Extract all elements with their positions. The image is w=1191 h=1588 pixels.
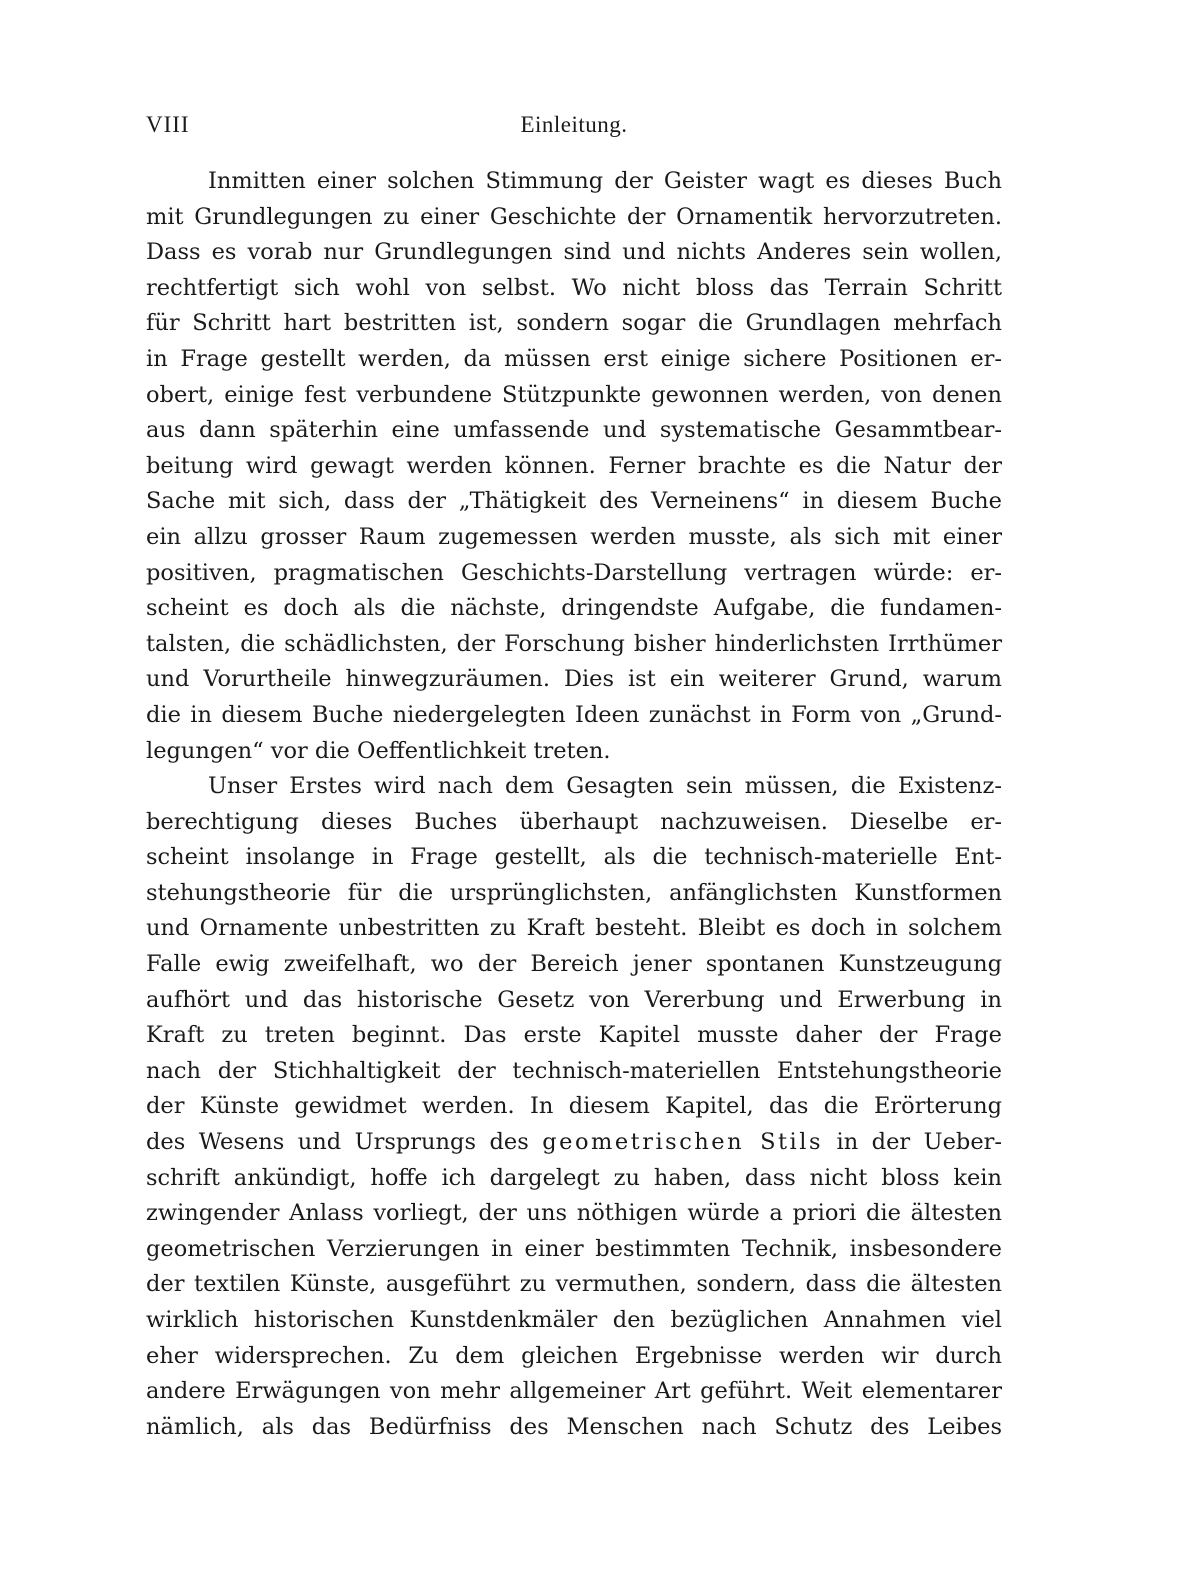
running-head-title: Einleitung. — [520, 112, 628, 137]
line-segment: des Wesens und Ursprungs des — [146, 1129, 543, 1156]
emphasized-term: geometrischen Stils — [542, 1129, 823, 1156]
text-line: die in diesem Buche niedergelegten Ideen zunächst in Form von „Grund- — [146, 701, 1002, 728]
paragraph-1 — [146, 164, 1002, 769]
text-line: Unser Erstes wird nach dem Gesagten sein müssen, die Existenz- — [208, 773, 1002, 800]
page-number: VIII — [146, 112, 190, 137]
book-page — [146, 0, 1002, 1588]
text-line: für Schritt hart bestritten ist, sondern sogar die Grundlagen mehrfach — [146, 310, 1002, 337]
text-line: zwingender Anlass vorliegt, der uns nöthigen würde a priori die ältesten — [146, 1200, 1002, 1227]
text-line: der textilen Künste, ausgeführt zu vermuthen, sondern, dass die ältesten — [146, 1271, 1002, 1298]
text-line: beitung wird gewagt werden können. Ferner brachte es die Natur der — [146, 452, 1002, 479]
text-line: wirklich historischen Kunstdenkmäler den bezüglichen Annahmen viel — [146, 1307, 1002, 1333]
text-line: Kraft zu treten beginnt. Das erste Kapitel musste daher der Frage — [146, 1022, 1002, 1049]
text-line: ein allzu grosser Raum zugemessen werden musste, als sich mit einer — [146, 523, 1002, 550]
body-text — [146, 164, 1002, 1445]
text-line: stehungstheorie für die ursprünglichsten, anfänglichsten Kunstformen — [146, 879, 1002, 906]
text-line-with-emphasis — [146, 1125, 1002, 1161]
text-line: obert, einige fest verbundene Stützpunkte gewonnen werden, von denen — [146, 381, 1002, 408]
text-line: mit Grundlegungen zu einer Geschichte der Ornamentik hervorzutreten. — [146, 203, 1002, 230]
text-line: in Frage gestellt werden, da müssen erst einige sichere Positionen er- — [146, 345, 1002, 372]
text-line: talsten, die schädlichsten, der Forschung bisher hinderlichsten Irrthümer — [146, 630, 1002, 657]
text-line: geometrischen Verzierungen in einer bestimmten Technik, insbesondere — [146, 1235, 1002, 1262]
line-segment: in der Ueber- — [823, 1129, 1002, 1156]
text-line: aus dann späterhin eine umfassende und systematische Gesammtbear- — [146, 417, 1002, 444]
paragraph-2 — [146, 769, 1002, 1445]
text-line: eher widersprechen. Zu dem gleichen Ergebnisse werden wir durch — [146, 1342, 1002, 1369]
text-line: Falle ewig zweifelhaft, wo der Bereich jener spontanen Kunstzeugung — [146, 951, 1002, 978]
text-line: berechtigung dieses Buches überhaupt nachzuweisen. Dieselbe er- — [146, 808, 1002, 835]
text-line: aufhört und das historische Gesetz von Vererbung und Erwerbung in — [146, 986, 1002, 1013]
text-line: rechtfertigt sich wohl von selbst. Wo nicht bloss das Terrain Schritt — [146, 274, 1002, 301]
text-line: positiven, pragmatischen Geschichts-Darstellung vertragen würde: er- — [146, 559, 1002, 586]
text-line: nach der Stichhaltigkeit der technisch-materiellen Entstehungstheorie — [146, 1057, 1002, 1084]
text-line: Dass es vorab nur Grundlegungen sind und nichts Anderes sein wollen, — [146, 239, 1002, 266]
text-line: Inmitten einer solchen Stimmung der Geister wagt es dieses Buch — [208, 168, 1002, 194]
text-line: schrift ankündigt, hoffe ich dargelegt zu haben, dass nicht bloss kein — [146, 1164, 1002, 1191]
text-line: scheint es doch als die nächste, dringendste Aufgabe, die fundamen- — [146, 595, 1002, 622]
text-line: scheint insolange in Frage gestellt, als die technisch-materielle Ent- — [146, 844, 1002, 871]
text-line: der Künste gewidmet werden. In diesem Kapitel, das die Erörterung — [146, 1093, 1002, 1120]
running-head — [146, 112, 1002, 144]
text-line: und Vorurtheile hinwegzuräumen. Dies ist ein weiterer Grund, warum — [146, 666, 1002, 693]
text-line: andere Erwägungen von mehr allgemeiner Art geführt. Weit elementarer — [146, 1378, 1002, 1405]
text-line: nämlich, als das Bedürfniss des Menschen nach Schutz des Leibes — [146, 1413, 1002, 1440]
text-line: Sache mit sich, dass der „Thätigkeit des Verneinens“ in diesem Buche — [146, 488, 1002, 515]
text-line: legungen“ vor die Oeffentlichkeit treten. — [146, 737, 611, 764]
text-line: und Ornamente unbestritten zu Kraft besteht. Bleibt es doch in solchem — [146, 915, 1002, 942]
